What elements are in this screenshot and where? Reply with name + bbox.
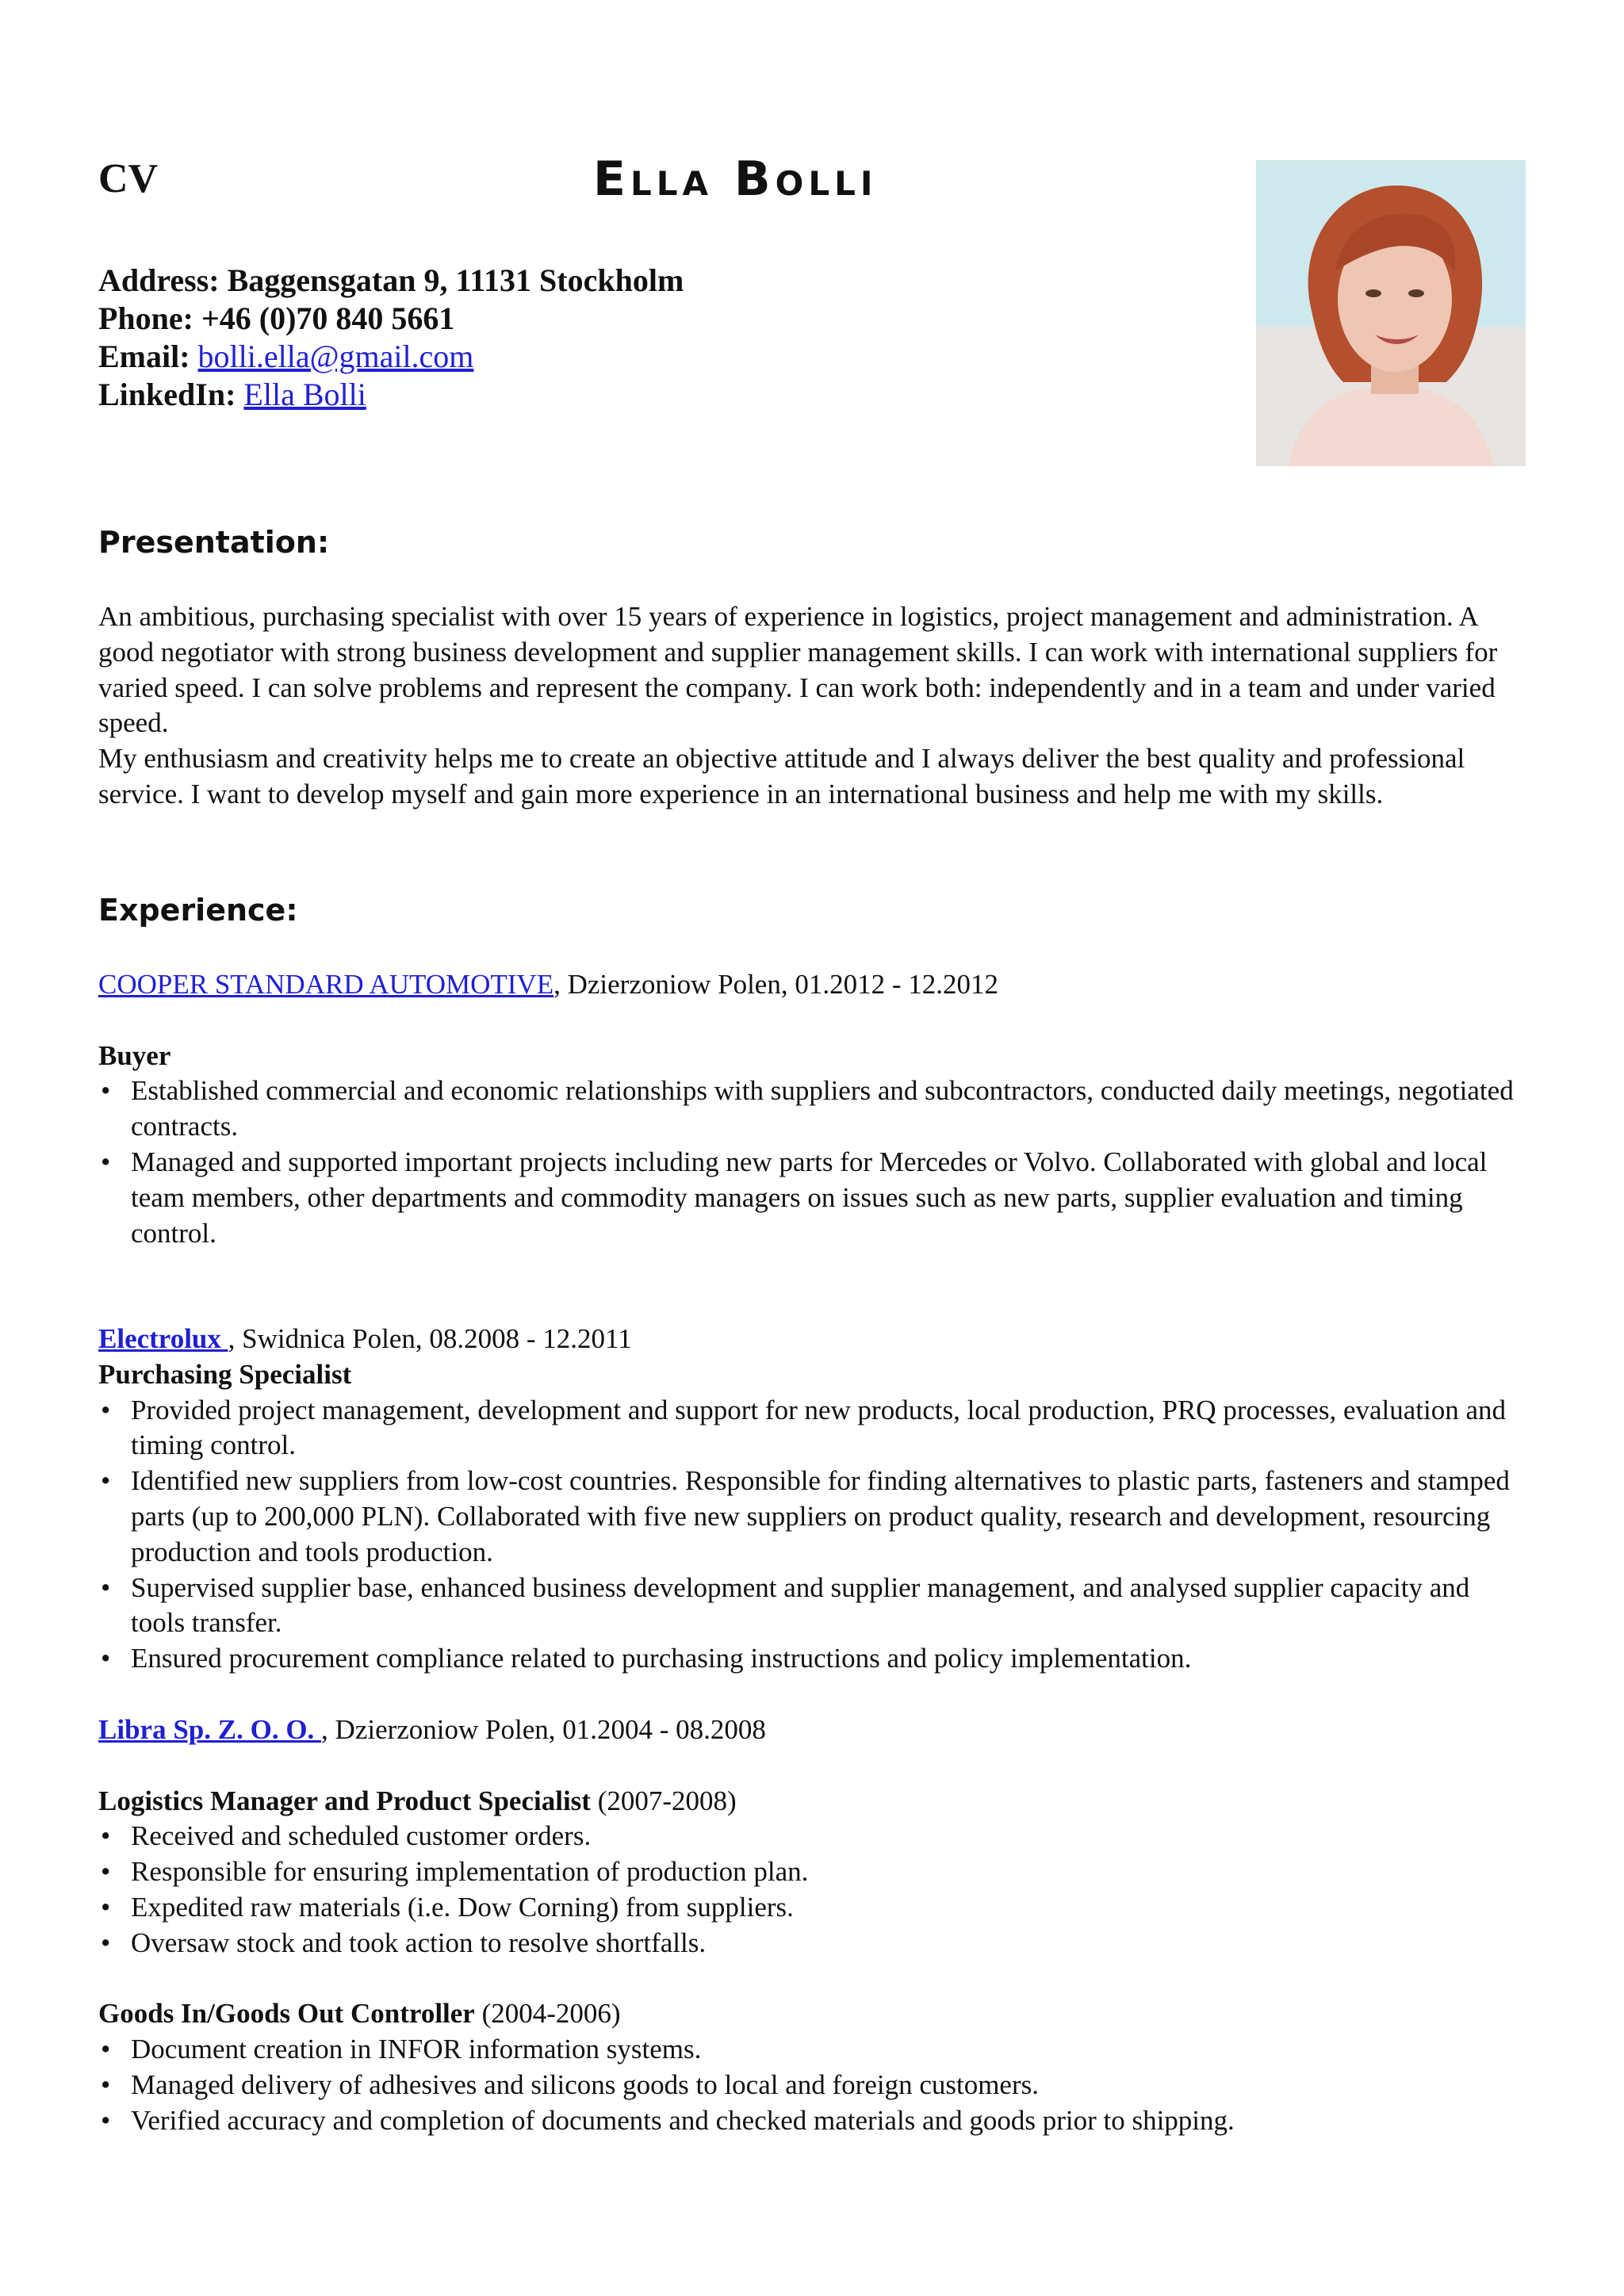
list-item: • Identified new suppliers from low-cost countries. Responsible for finding alternatives to plastic parts, fasteners and stamped parts (up to 200,000 PLN). Collaborated with five new suppliers on product quality, research and development, resourcing production and tools production. (98, 1464, 1526, 1570)
job-details: , Dzierzoniow Polen, 01.2004 - 08.2008 (321, 1714, 766, 1745)
email-row (98, 338, 684, 376)
role-period: (2004-2006) (474, 1998, 621, 2030)
role-bullets (98, 1073, 1526, 1251)
role-bullets (98, 1393, 1526, 1677)
list-item: • Document creation in INFOR information systems. (98, 2032, 1526, 2068)
list-item: • Managed and supported important projects including new parts for Mercedes or Volvo. Collaborated with global and local team members, other departments and commodity managers on issues such as new parts, supplier evaluation and timing control. (98, 1145, 1526, 1251)
address-row (98, 262, 684, 300)
job-header (98, 1712, 1526, 1748)
presentation-heading: Presentation: (98, 525, 330, 560)
role-title: Logistics Manager and Product Specialist (98, 1785, 591, 1816)
contact-block (98, 262, 684, 414)
role-title: Purchasing Specialist (98, 1358, 352, 1390)
company-link-electrolux[interactable]: Electrolux (98, 1323, 228, 1354)
presentation-paragraph-2: My enthusiasm and creativity helps me to create an objective attitude and I always deliver the best quality and professional service. I want to develop myself and gain more experience in an international business and help me with my skills. (98, 743, 1465, 809)
cv-label: CV (98, 156, 159, 201)
phone-value: +46 (0)70 840 5661 (201, 300, 455, 336)
presentation-paragraph-1: An ambitious, purchasing specialist with over 15 years of experience in logistics, project management and administration. A good negotiator with strong business development and supplier management skills. I can work with international suppliers for varied speed. I can solve problems and represent the company. I can work both: independently and in a team and under varied speed. (98, 601, 1498, 739)
list-item: • Ensured procurement compliance related to purchasing instructions and policy implementation. (98, 1641, 1526, 1677)
presentation-text (98, 599, 1526, 813)
job-electrolux (98, 1322, 1526, 1677)
linkedin-row (98, 376, 684, 414)
role-period: (2007-2008) (590, 1785, 737, 1816)
phone-label: Phone: (98, 300, 193, 336)
candidate-name: Ella Bolli (593, 151, 878, 207)
linkedin-label: LinkedIn: (98, 377, 236, 412)
email-link[interactable]: bolli.ella@gmail.com (197, 339, 474, 374)
job-details: , Swidnica Polen, 08.2008 - 12.2011 (228, 1323, 632, 1354)
role-title: Goods In/Goods Out Controller (98, 1998, 475, 2030)
job-libra (98, 1712, 1526, 2139)
role-bullets (98, 2032, 1526, 2138)
list-item: • Established commercial and economic relationships with suppliers and subcontractors, conducted daily meetings, negotiated contracts. (98, 1073, 1526, 1145)
list-item: • Provided project management, development and support for new products, local production, PRQ processes, evaluation and timing control. (98, 1393, 1526, 1464)
phone-row (98, 300, 684, 338)
job-header (98, 967, 1526, 1003)
job-details: , Dzierzoniow Polen, 01.2012 - 12.2012 (553, 969, 998, 1000)
profile-photo (1256, 160, 1526, 466)
role-heading (98, 1784, 1526, 1820)
role-heading (98, 1996, 1526, 2032)
list-item: • Managed delivery of adhesives and silicons goods to local and foreign customers. (98, 2068, 1526, 2103)
experience-heading: Experience: (98, 893, 298, 928)
list-item: • Expedited raw materials (i.e. Dow Corning) from suppliers. (98, 1890, 1526, 1926)
company-link-libra[interactable]: Libra Sp. Z. O. O. (98, 1714, 322, 1745)
job-header (98, 1322, 1526, 1357)
list-item: • Received and scheduled customer orders. (98, 1819, 1526, 1854)
list-item: • Supervised supplier base, enhanced business development and supplier management, and analysed supplier capacity and tools transfer. (98, 1571, 1526, 1642)
role-heading (98, 1039, 1526, 1074)
role-title: Buyer (98, 1039, 171, 1071)
address-value: Baggensgatan 9, 11131 Stockholm (227, 262, 684, 298)
role-heading (98, 1357, 1526, 1393)
list-item: • Responsible for ensuring implementation of production plan. (98, 1854, 1526, 1890)
linkedin-link[interactable]: Ella Bolli (243, 377, 366, 412)
company-link-cooper[interactable]: COOPER STANDARD AUTOMOTIVE (98, 969, 554, 1000)
job-cooper (98, 967, 1526, 1251)
address-label: Address: (98, 262, 220, 298)
list-item: • Oversaw stock and took action to resolve shortfalls. (98, 1926, 1526, 1961)
role-bullets (98, 1819, 1526, 1961)
email-label: Email: (98, 339, 190, 374)
list-item: • Verified accuracy and completion of documents and checked materials and goods prior to shipping. (98, 2103, 1526, 2139)
